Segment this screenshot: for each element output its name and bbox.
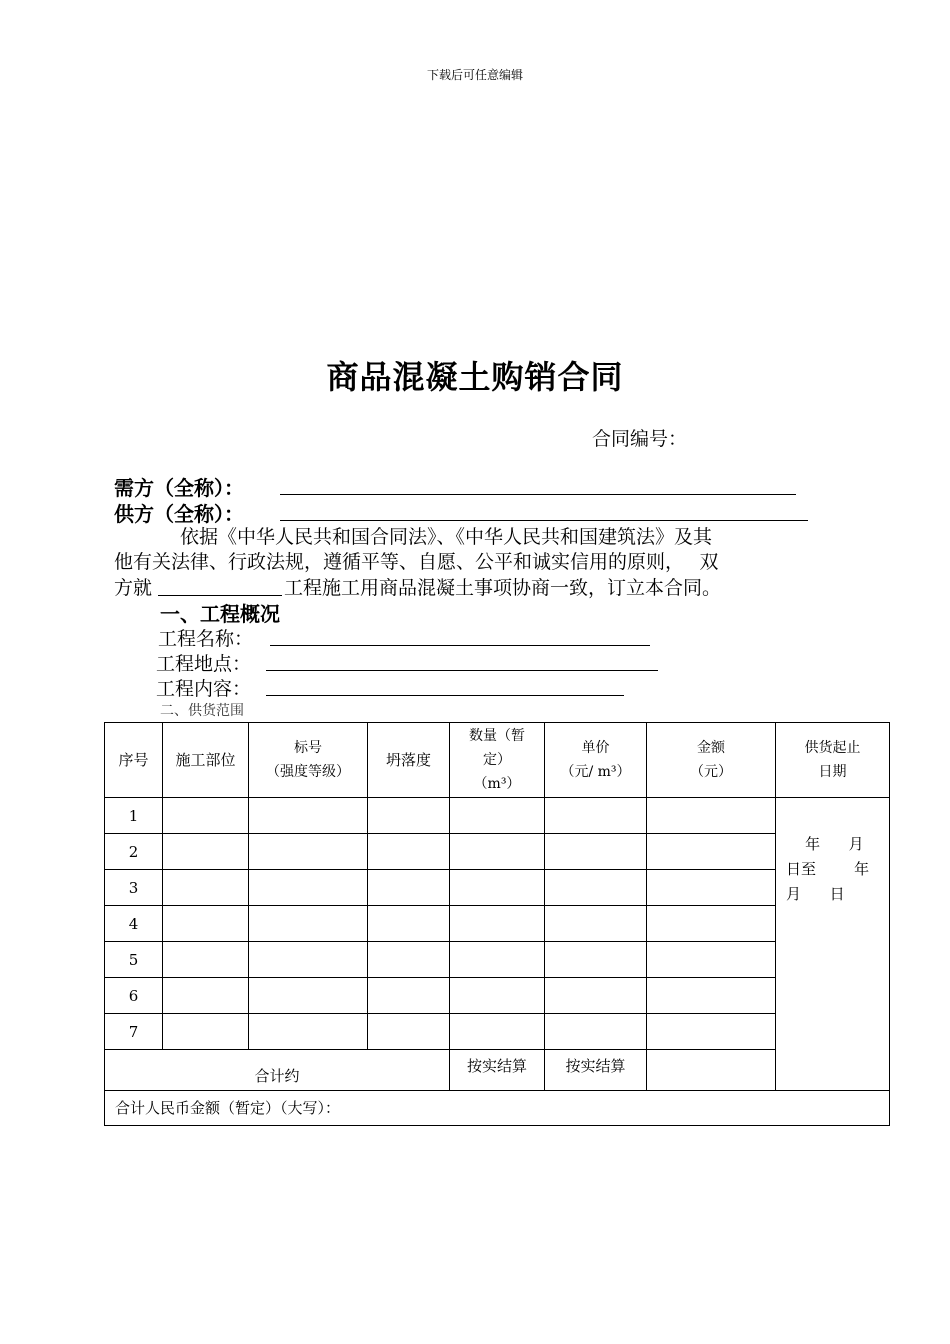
row-slump-cell[interactable] (368, 906, 450, 942)
row-part-cell[interactable] (163, 942, 249, 978)
row-seq: 5 (105, 942, 163, 978)
row-qty-cell[interactable] (450, 978, 545, 1014)
total-rmb-label[interactable]: 合计人民币金额（暂定）（大写）： (105, 1091, 890, 1126)
row-seq: 1 (105, 798, 163, 834)
row-slump-cell[interactable] (368, 1014, 450, 1050)
row-part-cell[interactable] (163, 834, 249, 870)
intro-line-1: 依据《中华人民共和国合同法》、《中华人民共和国建筑法》及其 (180, 526, 713, 548)
header-grade-line2: （强度等级） (266, 764, 350, 780)
header-note: 下载后可任意编辑 (426, 68, 523, 82)
row-grade-cell[interactable] (249, 978, 368, 1014)
header-amount-line1: 金额 (697, 740, 725, 756)
section-supply-scope: 二、供货范围 (160, 703, 244, 719)
row-qty-cell[interactable] (450, 906, 545, 942)
project-content-label: 工程内容： (156, 678, 252, 700)
row-grade-cell[interactable] (249, 870, 368, 906)
header-grade (249, 723, 368, 798)
supply-period-line2: 日至 年 (786, 860, 870, 878)
header-period-line1: 供货起止 (804, 740, 861, 756)
row-seq: 7 (105, 1014, 163, 1050)
row-grade-cell[interactable] (249, 1014, 368, 1050)
row-amount-cell[interactable] (647, 870, 776, 906)
total-rmb-row (105, 1091, 890, 1126)
row-amount-cell[interactable] (647, 906, 776, 942)
project-location-label: 工程地点： (156, 653, 252, 675)
row-amount-cell[interactable] (647, 978, 776, 1014)
row-amount-cell[interactable] (647, 834, 776, 870)
row-part-cell[interactable] (163, 1014, 249, 1050)
row-price-cell[interactable] (545, 870, 647, 906)
row-grade-cell[interactable] (249, 942, 368, 978)
row-price-cell[interactable] (545, 906, 647, 942)
header-grade-line1: 标号 (294, 740, 322, 756)
row-seq: 4 (105, 906, 163, 942)
row-slump-cell[interactable] (368, 834, 450, 870)
sum-amount-cell[interactable] (647, 1050, 776, 1091)
supplier-name-field[interactable] (280, 498, 808, 521)
row-part-cell[interactable] (163, 870, 249, 906)
table-row (105, 834, 890, 870)
buyer-label: 需方（全称）： (114, 476, 244, 500)
header-amount (647, 723, 776, 798)
project-name-label: 工程名称： (158, 628, 254, 650)
row-qty-cell[interactable] (450, 870, 545, 906)
contract-number-label: 合同编号： (592, 428, 688, 450)
row-slump-cell[interactable] (368, 798, 450, 834)
row-price-cell[interactable] (545, 978, 647, 1014)
supply-period-cell[interactable] (776, 798, 890, 1091)
row-price-cell[interactable] (545, 1014, 647, 1050)
table-row (105, 798, 890, 834)
row-qty-cell[interactable] (450, 834, 545, 870)
row-grade-cell[interactable] (249, 834, 368, 870)
table-row (105, 942, 890, 978)
row-amount-cell[interactable] (647, 1014, 776, 1050)
header-qty-line1: 数量（暂 (469, 728, 525, 744)
section-project-overview: 一、工程概况 (160, 602, 280, 626)
table-row (105, 978, 890, 1014)
intro-line-2: 他有关法律、行政法规，遵循平等、自愿、公平和诚实信用的原则， 双 (114, 551, 719, 573)
project-name-field[interactable] (270, 624, 650, 646)
table-row (105, 906, 890, 942)
table-row (105, 1014, 890, 1050)
table-row (105, 870, 890, 906)
header-part: 施工部位 (163, 723, 249, 798)
supply-period-line3: 月 日 (786, 885, 845, 903)
row-slump-cell[interactable] (368, 942, 450, 978)
row-grade-cell[interactable] (249, 906, 368, 942)
header-period-line2: 日期 (818, 764, 847, 780)
row-grade-cell[interactable] (249, 798, 368, 834)
table-header-row (105, 723, 890, 798)
project-name-blank[interactable] (158, 573, 282, 596)
supply-period-line1: 年 月 (786, 835, 864, 853)
project-content-field[interactable] (266, 674, 624, 696)
sum-label: 合计约 (105, 1050, 450, 1091)
document-title: 商品混凝土购销合同 (326, 358, 624, 396)
row-qty-cell[interactable] (450, 798, 545, 834)
header-amount-line2: （元） (690, 764, 732, 780)
sum-row (105, 1050, 890, 1091)
intro-line-3-suffix: 工程施工用商品混凝土事项协商一致，订立本合同。 (284, 577, 722, 599)
buyer-name-field[interactable] (280, 472, 796, 495)
row-slump-cell[interactable] (368, 978, 450, 1014)
header-qty (450, 723, 545, 798)
header-slump: 坍落度 (368, 723, 450, 798)
price-settle-note: 按实结算 (545, 1050, 647, 1091)
header-price (545, 723, 647, 798)
qty-settle-note: 按实结算 (450, 1050, 545, 1091)
project-location-field[interactable] (266, 649, 658, 671)
header-qty-line2: 定） (483, 752, 511, 768)
row-seq: 6 (105, 978, 163, 1014)
supply-table (104, 722, 890, 1126)
header-seq: 序号 (105, 723, 163, 798)
header-price-line2: （元/ m³） (560, 764, 631, 780)
row-seq: 2 (105, 834, 163, 870)
header-price-line1: 单价 (581, 740, 610, 756)
row-amount-cell[interactable] (647, 798, 776, 834)
row-slump-cell[interactable] (368, 870, 450, 906)
row-part-cell[interactable] (163, 906, 249, 942)
row-part-cell[interactable] (163, 798, 249, 834)
row-price-cell[interactable] (545, 798, 647, 834)
header-qty-line3: （m³） (473, 776, 521, 792)
header-period (776, 723, 890, 798)
row-seq: 3 (105, 870, 163, 906)
row-qty-cell[interactable] (450, 942, 545, 978)
row-part-cell[interactable] (163, 978, 249, 1014)
supplier-label: 供方（全称）： (114, 502, 244, 526)
row-price-cell[interactable] (545, 834, 647, 870)
row-amount-cell[interactable] (647, 942, 776, 978)
intro-line-3-prefix: 方就 (114, 577, 153, 599)
row-price-cell[interactable] (545, 942, 647, 978)
row-qty-cell[interactable] (450, 1014, 545, 1050)
